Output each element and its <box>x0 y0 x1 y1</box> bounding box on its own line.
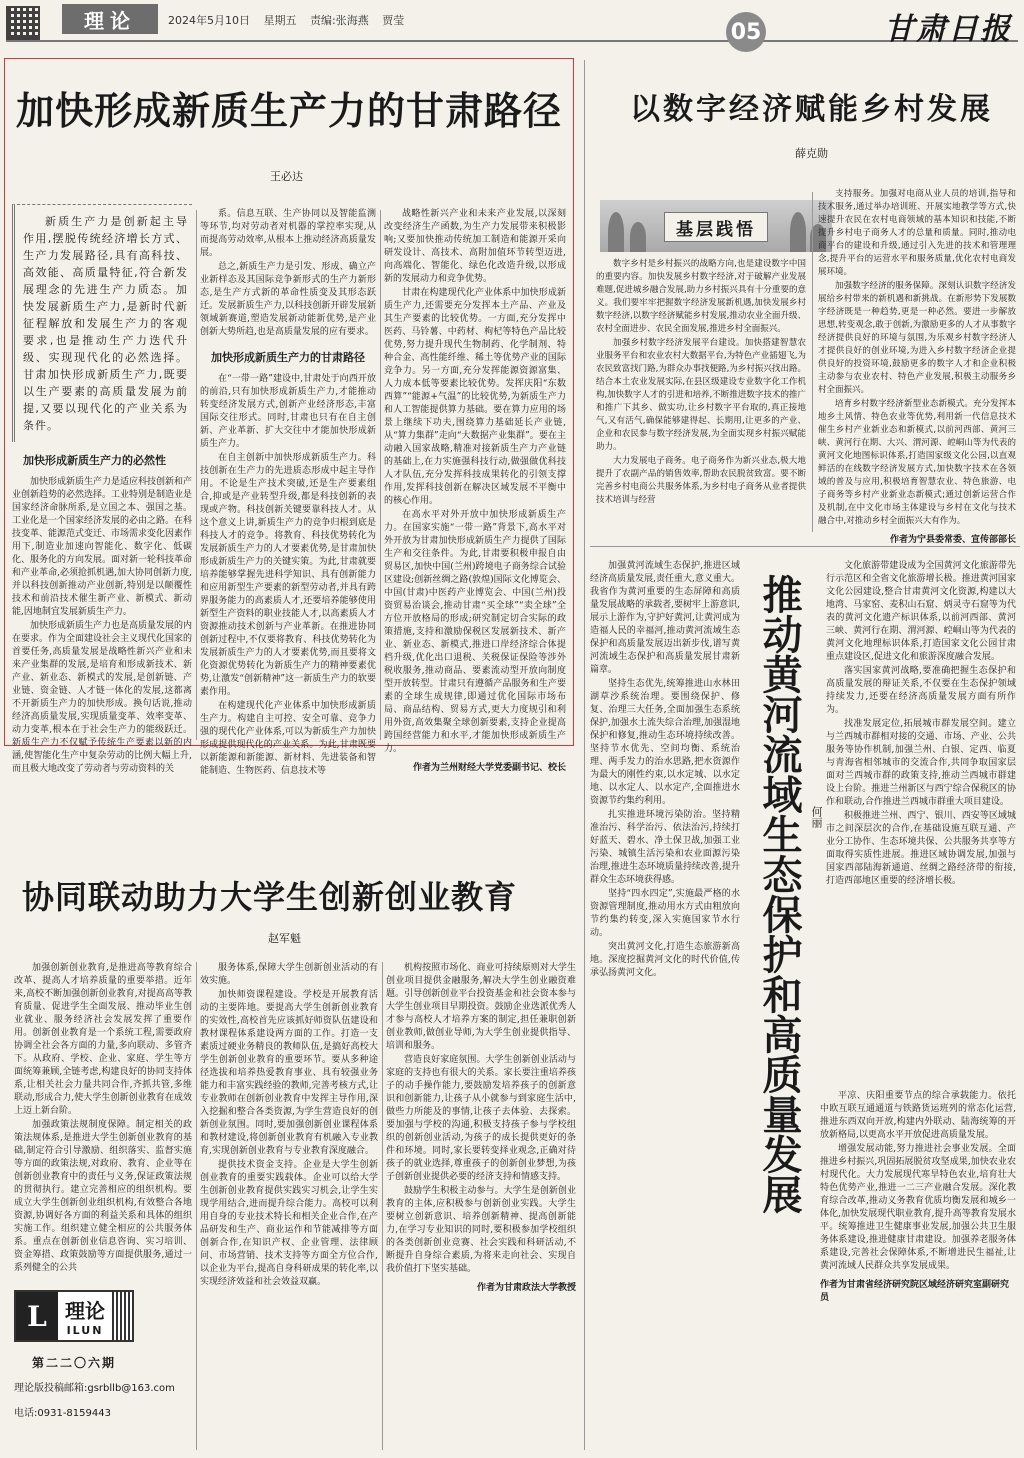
paragraph: 找准发展定位,拓展城市群发展空间。建立与兰西城市群相对接的交通、市场、产业、公共服务等协作机制,加强兰州、白银、定西、临夏与青海省相邻城市的交流合作,共同争取国家层面对兰西城市群的政策支持,推动兰西城市群建设上台阶。推进兰州新区与西宁综合保税区的协作和联动,合作推进兰西城市群重大项目建设。 <box>826 719 1016 807</box>
column-divider <box>196 210 197 740</box>
paragraph: 在构建现代化产业体系中加快形成新质生产力。构建自主可控、安全可靠、竞争力强的现代化产业体系,可以为新质生产力加快形成提供现代化的产业关系。为此,甘肃既要以新能源和新能源、新材料、先进装备和智能制造、生物医药、信息技术等 <box>200 701 376 776</box>
logo-pinyin: ILUN <box>66 1324 104 1337</box>
article3-byline: 作者为甘肃政法大学教授 <box>476 1283 576 1293</box>
article4-column-3 <box>820 1090 1016 1450</box>
paragraph: 总之,新质生产力是引发、形成、确立产业新样态及其国际竞争新形式的生产力新形态,是生产方式新的革命性质变及其形态跃迁。发展新质生产力,以科技创新开辟发展新领域新赛道,塑造发展新动能新优势,是产业创新大势所趋,也是高质量发展的应有要求。 <box>200 262 376 337</box>
article2-byline: 作者为宁县委常委、宣传部部长 <box>889 535 1016 545</box>
column-logo <box>14 1290 134 1342</box>
masthead-rule <box>6 40 1018 42</box>
article3-column-2 <box>200 962 378 1450</box>
paragraph: 系。信息互联、生产协同以及智能监测等环节,均对劳动者对机器的掌控率实现,从而提高劳动效率,从根本上推动经济高质量发展。 <box>200 209 376 258</box>
paragraph: 落实国家黄河战略,要准确把握生态保护和高质量发展的辩证关系,不仅要在生态保护领域持续发力,还要在经济高质量发展方面有所作为。 <box>826 666 1016 715</box>
designer-credit: 贾莹 <box>382 14 405 27</box>
paragraph: 大力发展电子商务。电子商务作为新兴业态,极大地提升了农副产品的销售效率,帮助农民脱贫致富。要不断完善乡村电商公共服务体系,为乡村电子商务从业者提供技术培训与经营 <box>596 456 806 505</box>
article1-subheading-1: 加快形成新质生产力的必然性 <box>23 454 166 467</box>
paragraph: 突出黄河文化,打造生态旅游新高地。深度挖掘黄河文化的时代价值,传承弘扬黄河文化。 <box>590 942 740 978</box>
qr-code-icon[interactable] <box>6 6 40 40</box>
paragraph: 甘肃在构建现代化产业体系中加快形成新质生产力,还需要充分发挥本土产品、产业及其生产要素的比较优势。一方面,充分发挥中医药、马铃薯、中药材、枸杞等特色产品比较优势,努力提升现代生物制药、化学制剂、特种合金、高性能纤维、稀土等优势产业的国际竞争力。另一方面,充分发挥能源资源富集、人力成本低等要素比较优势。发挥庆阳“东数西算”“能源+气温”的比较优势,为新质生产力和人工智能提供算力基础。要在算力应用的场景上继续下功夫,围绕算力基础延长产业链,从“算力集群”走向“大数据产业集群”。要在主动融入国家战略,精准对接新质生产力产业链的基础上,在力实施强科技行动,做强做优科技人才队伍,充分发挥科技成果转化的引领支撑作用,发挥科技创新在解决区域发展不平衡中的核心作用。 <box>384 288 566 506</box>
paragraph: 营造良好家庭氛围。大学生创新创业活动与家庭的支持也有很大的关系。家长要注重培养孩子的动手操作能力,要鼓励发培养孩子的创新意识和创新能力,让孩子从小就参与到家庭生活中,做些力所能及的事情,让孩子去体验、去探索。要加强与学校的沟通,积极支持孩子参与学校组织的创新创业活动,为孩子的成长提供更好的条件和环境。同时,家长要转变择业观念,正确对待孩子的就业选择,尊重孩子的创新创业梦想,为孩子创新创业提供必要的经济支持和情感支持。 <box>386 1055 576 1182</box>
dateline <box>168 12 414 28</box>
section-divider <box>590 546 1020 547</box>
column-divider <box>380 210 381 740</box>
paragraph: 加强创新创业教育,是推进高等教育综合改革、提高人才培养质量的重要举措。近年来,高校不断加强创新创业教育,对提高高等教育质量、促进学生全面发展、推动毕业生创业就业、服务经济社会发展发挥了重要作用。创新创业教育是一个系统工程,需要政府协调全社会各方面的力量,多向联动、多管齐下。从政府、学校、企业、家庭、学生等方面统筹兼顾,全链考虑,构建良好的协同支持体系,让相关社会力量共同合作,齐抓共管,多维联动,形成合力,使大学生创新创业教育在成效上迈上新台阶。 <box>14 963 192 1116</box>
paragraph: 在高水平对外开放中加快形成新质生产力。在国家实施“一带一路”背景下,高水平对外开放为甘肃加快形成新质生产力提供了国际生产和交往条件。为此,甘肃要积极申报自由贸易区,加快中国(兰州)跨境电子商务综合试验区建设;创新丝绸之路(敦煌)国际文化博览会、中国(甘肃)中医药产业博览会、中国(兰州)投资贸易治谈会,推动甘肃“买全球”“卖全球”全方位开放格局的形成;研究制定切合实际的政策措施,支持和激励保税区发展新技术、新产业、新业态、新模式,推进口岸经济综合体提档升级,优化出口退税、关税保证保险等涉外税收服务,推动商品、要素流动型开放向制度型开放转型。甘肃只有遵循产品服务和生产要素的全球生成规律,即通过优化国际市场布局、商品结构、贸易方式,更大力度规引和利用外资,高效集聚全球创新要素,支持企业提高跨国经营能力和水平,才能加快形成新质生产力。 <box>384 510 566 754</box>
issue-date: 2024年5月10日 <box>168 14 250 27</box>
column-divider <box>196 962 197 1450</box>
paragraph: 数字乡村是乡村振兴的战略方向,也是建设数字中国的重要内容。加快发展乡村数字经济,对于破解产业发展难题,促进城乡融合发展,助力乡村振兴具有十分重要的意义。我们要牢牢把握数字经济发展新机遇,加快发展乡村数字经济,以数字经济赋能乡村发展,推动农业全面升级、农村全面进步、农民全面发展,推进乡村全面振兴。 <box>596 259 806 334</box>
paragraph: 加强乡村数字经济发展平台建设。加快搭建智慧农业服务平台和农业农村大数据平台,为特色产业插翅飞,为农民致富找门路,为群众办事找便路,为乡村振兴找出路。结合本土农业发展实际,在县区级建设专业数字化工作机构,加快数字人才的引进和培养,不断推进数字技术的推广和推广下其乡、做实功,让乡村数字平台取的,真正接地气,又有活气,确保能够建得起、长期用,让更多的产业、企业和农民参与数字经济发展,为全面实现乡村振兴赋能助力。 <box>596 338 806 452</box>
paragraph: 培育乡村数字经济新型业态新模式。充分发挥本地乡土风情、特色农业等优势,利用新一代信息技术催生乡村产业新业态和新模式,以前河西部、黄河三峡、黄河行在期、大兴、渭河源、崆峒山等为代表的黄河文化地图标识体系,打造国家级文化公园,以直观鲜活的在线数字经济发展方式,加快数字技术在各领域的普及与应用,积极培育智慧农业、特色旅游、电子商务等乡村产业新业态新模式;通过创新运营合作及机制,在中文化市场主体建设与乡村在文化与技术融合中,对推动乡村全面振兴大有作为。 <box>818 399 1016 526</box>
paragraph: 服务体系,保障大学生创新创业活动的有效实施。 <box>200 963 378 986</box>
article1-byline: 作者为兰州财经大学党委副书记、校长 <box>412 763 566 773</box>
contact-phone[interactable]: 电话:0931-8159443 <box>14 1408 111 1419</box>
paragraph: 鼓励学生积极主动参与。大学生是创新创业教育的主体,应积极参与创新创业实践。大学生要树立创新意识、培养创新精神、提高创新能力,在学习专业知识的同时,要积极参加学校组织的各类创新创业竞赛、社会实践和科研活动,不断提升自身综合素质,为将来走向社会、实现自我价值打下坚实基础。 <box>386 1186 576 1274</box>
logo-stripes-icon <box>112 1292 132 1340</box>
paragraph: 加强政策法规制度保障。制定相关的政策法规体系,是推进大学生创新创业教育的基础,制定符合引导激励、组织落实、监督实施等方面的政策法规,对政府、教育、企业等在创新创业教育中的责任与义务,保证政策法规的贯彻执行。建立完善相应的组织机构。要成立大学生创新创业组织机构,有效整合各地资源,协调好各方面的利益关系和具体的组织实施工作。组织建立健全相应的公共服务体系。重点在创新创业信息咨询、实习培训、资金筹措、政策鼓励等方面提供服务,通过一系列健全的公共 <box>14 1120 192 1273</box>
article2-title[interactable]: 以数字经济赋能乡村发展 <box>630 92 993 127</box>
article4-title[interactable]: 推动黄河流域生态保护和高质量发展 <box>756 574 802 1214</box>
article1-subheading-2: 加快形成新质生产力的甘肃路径 <box>211 351 365 364</box>
article4-column-2 <box>826 560 1016 1080</box>
paragraph: 机构按照市场化、商业可持续原则对大学生创业项目提供金融服务,解决大学生创业融资难题。引导创新创业平台投资基金和社会资本参与大学生创业项目早期投资。鼓励企业选派优秀人才参与高校人才培养方案的制定,担任兼职创新创业教师,做创业导师,为大学生创业提供指导、培训和服务。 <box>386 963 576 1051</box>
paragraph: 在自主创新中加快形成新质生产力。科技创新在生产力的先进质态形成中起主导作用。不论是生产技术突破,还是生产要素组合,抑或是产业转型升级,都是科技创新的表现或产物。科技创新关键要靠科技人才。从这个意义上讲,新质生产力的竞争归根到底是科技人才的竞争。将教育、科技优势转化为发展新质生产力的人才要素优势,是甘肃加快形成新质生产力的关键实策。为此,甘肃就要培养能够掌握先进科学知识、具有创新能力和应用新型生产要素的新型劳动者,并具有跨界服务能力的高素质人才,还要培养能够使用新型生产资料的职业技能人才,以高素质人才资源推动技术创新与产业革新。在推进协同创新过程中,不仅要将教育、科技优势转化为发展新质生产力的人才要素优势,而且要将文化资源优势转化为新质生产力的精神要素优势,让激发“创新精神”这一新质生产力的软要素作用。 <box>200 453 376 697</box>
article1-column-2 <box>200 208 376 776</box>
article1-column-3 <box>384 208 566 773</box>
section-label: 理论 <box>62 4 158 34</box>
tree-icon <box>790 212 806 252</box>
issue-weekday: 星期五 <box>263 14 297 27</box>
article4-byline: 作者为甘肃省经济研究院区域经济研究室副研究员 <box>820 1280 1010 1303</box>
paragraph: 加快形成新质生产力是适应科技创新和产业创新趋势的必然选择。工业特别是制造业是国家经济命脉所系,是立国之本、强国之基。工业化是一个国家经济发展的必由之路。在科技变革、能源范式变迁、市场需求变化因素作用下,制造业加速向智能化、数字化、低碳化、服务化的方向发展。面对新一轮科技革命和产业革命,必须抢抓机遇,加大协同创新力度,并以科技创新推动产业创新,特别是以颠覆性技术和前沿技术催生新产业、新模式、新动能,因地制宜发展新质生产力。 <box>12 477 193 617</box>
article3-column-1 <box>14 962 192 1282</box>
paragraph: 文化旅游带建设成为全国黄河文化旅游带先行示范区和全省文化旅游增长极。推进黄河国家文化公园建设,整合甘肃黄河文化资源,构建以大地湾、马家窑、麦积山石窟、炳灵寺石窟等为代表的黄河文化遗产标识体系,以前河西部、黄河三峡、黄河行在期、渭河源、崆峒山等为代表的黄河文化地理标识体系,打造国家文化公园甘肃重点建设区,促进文化和旅游深度融合发展。 <box>826 561 1016 662</box>
paragraph: 平凉、庆阳重要节点的综合承载能力。依托中欧互联互通通道与铁路货运班列的常态化运营,推进东西双向开放,构建内外联动、陆海统筹的开放新格局,以更高水平开放促进高质量发展。 <box>820 1091 1016 1140</box>
article1-author: 王必达 <box>270 170 303 183</box>
paragraph: 加强黄河流域生态保护,推进区域经济高质量发展,责任重大,意义重大。我省作为黄河重要的生态屏障和高质量发展战略的承载者,要树牢上游意识,展示上游作为,守护好黄河,让黄河成为造福人民的幸福河,推动黄河流域生态保护和高质量发展迈出新步伐,谱写黄河流域生态保护和高质量发展甘肃新篇章。 <box>590 561 740 675</box>
paragraph: 战略性新兴产业和未来产业发展,以深刻改变经济生产函数,为生产力发展带来积极影响;又要加快推动传统加工制造和能源开采向研发设计、高技术、高附加值环节转型迈进,向高端化、智能化、绿色化改造升级,以形成新的发展动力和竞争优势。 <box>384 209 566 284</box>
paragraph: 在“一带一路”建设中,甘肃处于向西开放的前沿,只有加快形成新质生产力,才能推动转变经济发展方式,创新产业经济形态,丰富国际交往形式。同时,甘肃也只有在自主创新、产业革新、扩大交往中才能加快形成新质生产力。 <box>200 374 376 449</box>
paragraph: 坚持生态优先,统筹推进山水林田湖草沙系统治理。要围绕保护、修复、治理三大任务,全面加强生态系统保护,加强水土流失综合治理,加强湿地保护和修复,推动生态环境持续改善。坚持节水优先、空间均衡、系统治理、两手发力的治水思路,把水资源作为最大的刚性约束,以水定城、以水定地、以水定人、以水定产,全面推进水资源节约集约利用。 <box>590 679 740 806</box>
editor-credit: 责编:张海燕 <box>310 14 369 27</box>
article4-column-1 <box>590 560 740 1450</box>
issue-number: 第二二〇六期 <box>32 1356 117 1370</box>
paragraph: 积极推进兰州、西宁、银川、西安等区域城市之间深层次的合作,在基础设施互联互通、产业分工协作、生态环境共保、公共服务共享等方面取得实质性进展。推进区域协调发展,加强与国家西部陆海新通道、丝绸之路经济带的衔接,打造西部地区重要的经济增长极。 <box>826 811 1016 886</box>
column-divider <box>812 192 813 532</box>
submission-email[interactable]: 理论版投稿邮箱:gsrbllb@163.com <box>14 1383 175 1394</box>
logo-chinese: 理论 <box>65 1299 105 1323</box>
banner-image <box>600 200 832 252</box>
article1-column-1 <box>12 204 193 774</box>
article4-author: 何丽 <box>810 806 823 828</box>
paragraph: 加快师资课程建设。学校是开展教育活动的主要阵地。要提高大学生创新创业教育的实效性,高校首先应该抓好师资队伍建设和教材课程体系建设两方面的工作。打造一支素质过硬业务精良的教师队伍,是搞好高校大学生创新创业教育的重要环节。要从多种途径选拔和培养热爱教育事业、具有较强业务能力和丰富实践经验的教师,完善考核方式,让专业教师在创新创业教育中发挥主导作用,深入挖掘和整合各类资源,为学生营造良好的创新创业氛围。同时,要加强创新创业课程体系和教材建设,将创新创业教育有机融入专业教育,实现创新创业教育与专业教育深度融合。 <box>200 990 378 1156</box>
column-divider <box>382 962 383 1450</box>
paragraph: 扎实推进环境污染防治。坚持精准治污、科学治污、依法治污,持续打好蓝天、碧水、净土保卫战,加强工业污染、城镇生活污染和农业面源污染治理,推进生态环境质量持续改善,提升群众生态环境获得感。 <box>590 810 740 885</box>
article3-author: 赵军魁 <box>268 932 301 945</box>
tree-icon <box>608 212 624 252</box>
paragraph: 加快形成新质生产力也是高质量发展的内在要求。作为全面建设社会主义现代化国家的首要任务,高质量发展是战略性新兴产业和未来产业集群的发展,是培育和形成新技术、新产业、新业态、新模式的发展,是创新链、产业链、资金链、人才链一体化的发展,这都离不开新质生产力的加快形成。换句话说,推动经济高质量发展,实现质量变革、效率变革、动力变革,根本在于社会生产力的能级跃迁。新质生产力不仅赋予传统生产要素以新的内涵,使智能化生产中复杂劳动的比例大幅上升,而且极大地改变了劳动者与劳动资料的关 <box>12 621 193 774</box>
paragraph: 坚持“四水四定”,实施最严格的水资源管理制度,推动用水方式由粗放向节约集约转变,深入实施国家节水行动。 <box>590 889 740 938</box>
page-divider <box>584 60 585 1450</box>
column-tag: 基层践悟 <box>664 212 768 242</box>
article1-abstract: 新质生产力是创新起主导作用,摆脱传统经济增长方式、生产力发展路径,具有高科技、高效能、高质量特征,符合新发展理念的先进生产力质态。加快发展新质生产力,是新时代新征程解放和发展生产力的客观要求,也是推动生产力迭代升级、实现现代化的必然选择。甘肃加快形成新质生产力,既要以生产要素的高质量发展为前提,又要以现代化的产业关系为条件。 <box>12 204 192 442</box>
paragraph: 提供技术资金支持。企业是大学生创新创业教育的重要实践载体。企业可以给大学生创新创业教育提供实践实习机会,让学生实现学用结合,进而提升综合能力。高校可以利用自身的专业技术特长和相关企业合作,在产品研发和生产、商业运作和节能减排等方面创新合作,在知识产权、企业管理、法律顾问、市场营销、技术支持等方面全方位合作,以企业为平台,提高自身科研成果的转化率,以实现经济效益和社会效益双赢。 <box>200 1160 378 1287</box>
article3-column-3 <box>386 962 576 1450</box>
masthead <box>0 0 1024 52</box>
article3-title[interactable]: 协同联动助力大学生创新创业教育 <box>22 878 518 916</box>
tree-icon <box>630 222 646 252</box>
newspaper-logo: 甘肃日报 <box>884 12 1012 47</box>
article2-column-2 <box>818 188 1016 545</box>
paragraph: 支持服务。加强对电商从业人员的培训,指导和技术服务,通过举办培训班、开展实地教学等方式,快速提升农民在农村电商领域的基本知识和技能,不断提升乡村电子商务人才的总量和质量。同时,推动电商平台的建设和升级,通过引入先进的技术和管理理念,提升平台的运营水平和服务质量,优化农村电商发展环境。 <box>818 189 1016 277</box>
article1-title[interactable]: 加快形成新质生产力的甘肃路径 <box>16 89 563 133</box>
logo-letter-icon: L <box>16 1292 58 1340</box>
column-promo-box <box>14 1290 194 1450</box>
article2-column-1 <box>596 258 806 528</box>
page-number: 05 <box>726 12 766 52</box>
logo-text <box>58 1295 112 1337</box>
paragraph: 增强发展动能,努力推进社会事业发展。全面推进乡村振兴,巩固拓展脱贫攻坚成果,加快农业农村现代化。大力发展现代寒旱特色农业,培育壮大特色优势产业,推进一二三产业融合发展。深化教育综合改革,推动义务教育优质均衡发展和城乡一体化,加快发展现代职业教育,提升高等教育发展水平。统筹推进卫生健康事业发展,加强公共卫生服务体系建设,推进健康甘肃建设。加强养老服务体系建设,完善社会保障体系,不断增进民生福祉,让黄河流域人民群众共享发展成果。 <box>820 1144 1016 1271</box>
article2-author: 薛克勋 <box>795 147 828 160</box>
paragraph: 加强数字经济的服务保障。深刻认识数字经济发展给乡村带来的新机遇和新挑战。在新形势下发展数字经济既是一种趋势,更是一种必然。要进一步解放思想,转变观念,敢于创新,为激励更多的人才从事数字经济提供良好的环境与氛围,为乐观乡村数字经济人才提供良好的创业环境,为进入乡村数字经济企业提供良好的投资环境,鼓励更多的数字人才和企业积极主动参与农业农村、特色产业发展,积极主动服务乡村全面振兴。 <box>818 281 1016 395</box>
